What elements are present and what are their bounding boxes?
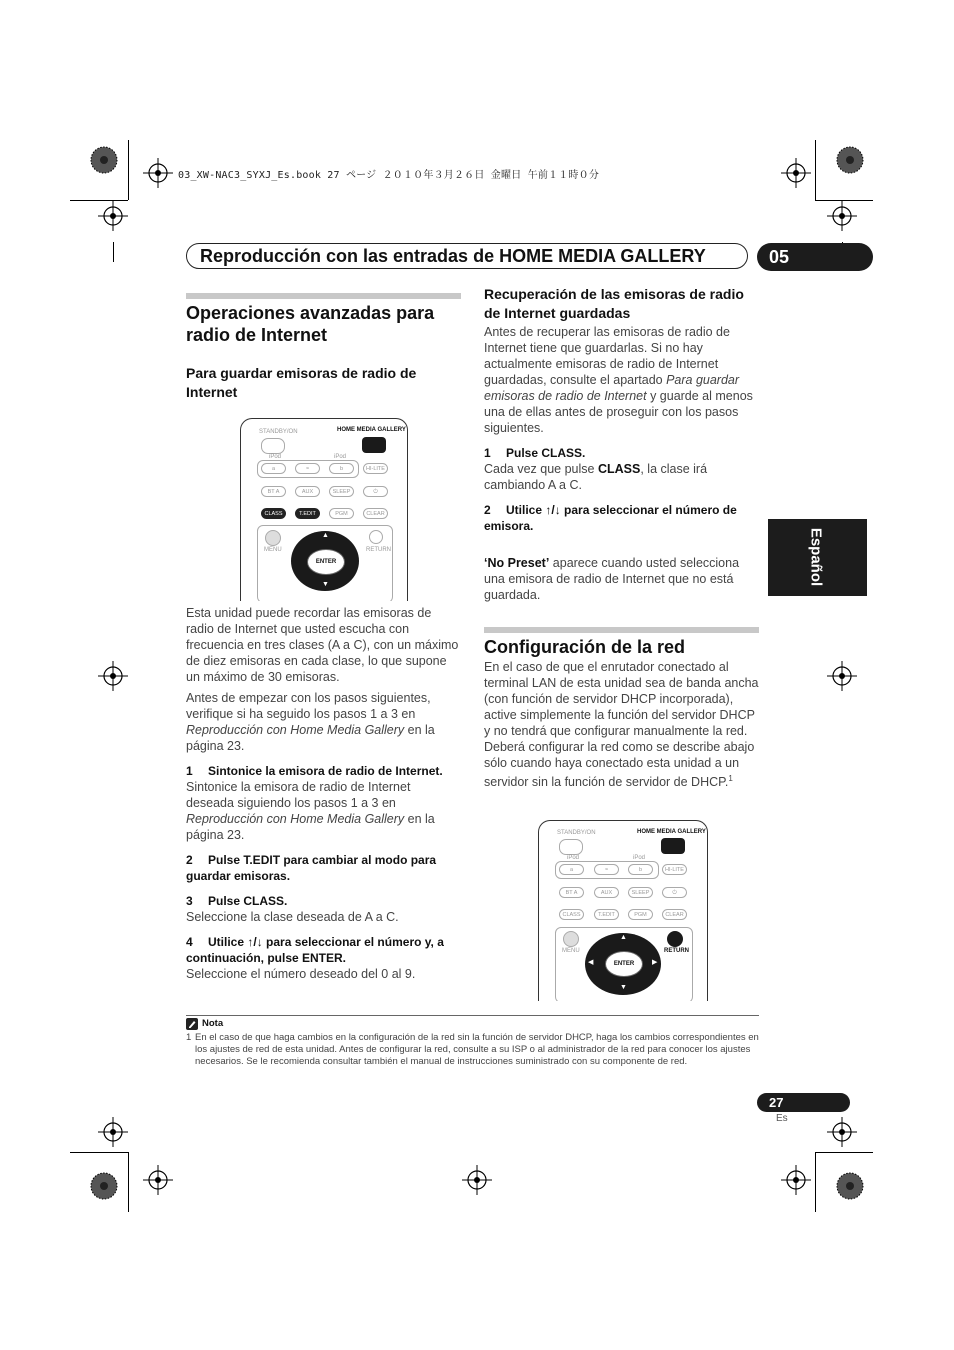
- right-step-2: [484, 502, 759, 534]
- text-run: en la página 23.: [186, 723, 435, 753]
- chapter-title: Reproducción con las entradas de HOME MEDIA GALLERY: [200, 246, 706, 266]
- text-run: Antes de recuperar las emisoras de radio de Internet tiene que guardarlas. Si no hay actualmente emisoras de radio de Internet guardadas, consulte el apartado: [484, 325, 730, 387]
- text-run: y guarde al menos una de ellas antes de proseguir con los pasos siguientes.: [484, 389, 753, 435]
- left-arrow-icon: ◀: [588, 959, 594, 966]
- remote-brand-label: HOME MEDIA GALLERY: [337, 427, 406, 433]
- left-step-3: [186, 893, 461, 925]
- remote-button-hilite: HI-LITE: [363, 463, 388, 474]
- color-target-icon: [836, 146, 864, 174]
- right-arrow-icon: ▶: [652, 959, 658, 966]
- text-run: en la página 23.: [186, 812, 435, 842]
- registration-mark-icon: [98, 661, 128, 691]
- ipod-left-label: iPod: [269, 454, 282, 460]
- remote-standby-label: STANDBY/ON: [557, 830, 596, 836]
- remote-button-a: a: [559, 864, 584, 875]
- remote-button-dimmer: ⏻: [662, 887, 687, 898]
- ipod-left-label: iPod: [567, 855, 580, 861]
- registration-mark-icon: [462, 1165, 492, 1195]
- remote-button-bt-a: BT A: [559, 887, 584, 898]
- color-target-icon: [836, 1172, 864, 1200]
- step-number: 2: [186, 853, 193, 867]
- remote-button-sleep: SLEEP: [628, 887, 653, 898]
- left-paragraph-2: [186, 690, 461, 754]
- remote-button-sleep: SLEEP: [329, 486, 354, 497]
- language-tab-label: Español: [807, 527, 825, 587]
- section-title-network: Configuración de la red: [484, 637, 686, 657]
- remote-button-a: a: [261, 463, 286, 474]
- right-paragraph-1: [484, 324, 759, 436]
- remote-button-class: CLASS: [261, 508, 286, 519]
- remote-button-shuffle: ≈: [295, 463, 320, 474]
- color-target-icon: [90, 1172, 118, 1200]
- text-run: Utilice: [506, 503, 546, 517]
- step-title: Pulse CLASS.: [208, 894, 288, 908]
- left-paragraph-1: Esta unidad puede recordar las emisoras de radio de Internet que usted escucha con frecuencia en tres clases (A a C), con un máximo de diez emisoras en cada clase, lo que supone un máximo de 30 emisoras.: [186, 606, 459, 684]
- footnote-number: 1: [186, 1032, 192, 1043]
- home-media-gallery-button: [661, 838, 685, 854]
- section-rule: [484, 627, 759, 633]
- remote-control-illustration: [538, 820, 708, 1001]
- registration-mark-icon: [827, 201, 857, 231]
- bold-term: CLASS: [597, 462, 641, 476]
- footnote-rule: [186, 1015, 759, 1016]
- registration-mark-icon: [781, 1165, 811, 1195]
- left-step-4: [186, 934, 466, 982]
- italic-reference: Para guardar emisoras de radio de Internet: [484, 373, 740, 403]
- enter-button: ENTER: [605, 951, 643, 977]
- text-run: Sintonice la emisora de radio de Internet deseada siguiendo los pasos 1 a 3 en: [186, 780, 411, 810]
- color-target-icon: [90, 146, 118, 174]
- up-down-arrows-icon: ↑/↓: [247, 935, 263, 949]
- step-number: 2: [484, 503, 491, 517]
- enter-button: ENTER: [307, 549, 345, 575]
- footnote-text: En el caso de que haga cambios en la configuración de la red sin la función de servidor DHCP, haga los cambios correspondientes en los ajustes de red de esta unidad. Antes de configurar la red, consulte a su ISP o al administrador de la red para conocer los ajustes necesarios. Se le recomienda consultar también el manual de instrucciones suministrado con su componente de red.: [195, 1032, 759, 1067]
- step-title: Pulse CLASS.: [506, 446, 586, 460]
- left-step-1: [186, 763, 461, 843]
- subsection-title-recall-stations: Recuperación de las emisoras de radio de Internet guardadas: [484, 286, 744, 321]
- remote-button-clear: CLEAR: [363, 508, 388, 519]
- left-step-2: [186, 852, 461, 884]
- up-arrow-icon: ▲: [620, 934, 627, 941]
- remote-button-tedit: T.EDIT: [295, 508, 320, 519]
- registration-mark-icon: [781, 158, 811, 188]
- right-step-1: [484, 445, 759, 493]
- bold-term: ‘No Preset’: [484, 556, 550, 570]
- remote-button-dimmer: ⏻: [363, 486, 388, 497]
- print-header: 03_XW-NAC3_SYXJ_Es.book 27 ページ ２０１０年３月２６日 金曜日 午前１１時０分: [178, 170, 600, 181]
- italic-reference: Reproducción con Home Media Gallery: [186, 723, 405, 737]
- remote-button-bt-a: BT A: [261, 486, 286, 497]
- no-preset-note: [484, 555, 759, 603]
- down-arrow-icon: ▼: [322, 581, 329, 588]
- remote-button-b: b: [628, 864, 653, 875]
- footnote-reference: 1: [728, 774, 733, 783]
- text-run: para seleccionar el número de emisora.: [484, 503, 737, 533]
- text-run: para seleccionar el número y, a continuación, pulse ENTER.: [186, 935, 444, 965]
- step-number: 3: [186, 894, 193, 908]
- page-number: 27: [757, 1093, 850, 1112]
- menu-button: [265, 530, 281, 546]
- step-title: Pulse T.EDIT para cambiar al modo para guardar emisoras.: [186, 853, 437, 883]
- return-label: RETURN: [366, 547, 391, 553]
- step-number: 1: [484, 446, 491, 460]
- registration-mark-icon: [98, 201, 128, 231]
- menu-label: MENU: [562, 948, 580, 954]
- text-run: Antes de empezar con los pasos siguientes, verifique si ha seguido los pasos 1 a 3 en: [186, 691, 431, 721]
- standby-button: [261, 438, 285, 454]
- menu-button: [563, 931, 579, 947]
- section-rule: [186, 293, 461, 299]
- registration-mark-icon: [827, 1117, 857, 1147]
- remote-button-pgm: PGM: [628, 909, 653, 920]
- return-label: RETURN: [664, 948, 689, 954]
- remote-button-b: b: [329, 463, 354, 474]
- remote-brand-label: HOME MEDIA GALLERY: [637, 829, 706, 835]
- down-arrow-icon: ▼: [620, 984, 627, 991]
- section-title-internet-radio: Operaciones avanzadas para radio de Internet: [186, 303, 435, 345]
- step-body: Seleccione el número deseado del 0 al 9.: [186, 967, 416, 981]
- up-arrow-icon: ▲: [322, 532, 329, 539]
- remote-button-clear: CLEAR: [662, 909, 687, 920]
- step-number: 4: [186, 935, 193, 949]
- remote-button-aux: AUX: [295, 486, 320, 497]
- registration-mark-icon: [98, 1117, 128, 1147]
- step-title: Sintonice la emisora de radio de Internet.: [208, 764, 443, 778]
- footnote-block: [186, 1018, 759, 1068]
- ipod-right-label: iPod: [334, 454, 347, 460]
- registration-mark-icon: [827, 661, 857, 691]
- remote-button-class: CLASS: [559, 909, 584, 920]
- text-run: aparece cuando usted selecciona una emisora de radio de Internet que no está guardada.: [484, 556, 740, 602]
- return-button: [369, 530, 383, 544]
- registration-mark-icon: [143, 158, 173, 188]
- remote-button-shuffle: ≈: [594, 864, 619, 875]
- note-pencil-icon: [186, 1018, 198, 1030]
- subsection-title-save-stations: Para guardar emisoras de radio de Internet: [186, 365, 417, 400]
- up-down-arrows-icon: ↑/↓: [545, 503, 561, 517]
- remote-button-tedit: T.EDIT: [594, 909, 619, 920]
- remote-standby-label: STANDBY/ON: [259, 429, 298, 435]
- remote-button-pgm: PGM: [329, 508, 354, 519]
- page-language-code: Es: [776, 1113, 788, 1124]
- remote-button-aux: AUX: [594, 887, 619, 898]
- registration-mark-icon: [143, 1165, 173, 1195]
- remote-button-hilite: HI-LITE: [662, 864, 687, 875]
- step-body: Seleccione la clase deseada de A a C.: [186, 910, 399, 924]
- text-run: En el caso de que el enrutador conectado al terminal LAN de esta unidad sea de banda ancha (con función de servidor DHCP incorporada), active simplemente la función del servidor DHCP y no tendrá que configurar manualmente la red. Deberá configurar la red como se describe abajo sólo cuando haya conectado esta unidad a un servidor sin la función de servidor de DHCP.: [484, 660, 759, 790]
- right-paragraph-2: [484, 659, 759, 790]
- text-run: Utilice: [208, 935, 248, 949]
- language-tab: [768, 519, 867, 596]
- menu-label: MENU: [264, 547, 282, 553]
- ipod-right-label: iPod: [633, 855, 646, 861]
- italic-reference: Reproducción con Home Media Gallery: [186, 812, 405, 826]
- home-media-gallery-button: [362, 437, 386, 453]
- footnote-label: Nota: [202, 1018, 224, 1029]
- text-run: , la clase irá cambiando A a C.: [484, 462, 708, 492]
- text-run: Cada vez que pulse: [484, 462, 598, 476]
- chapter-number: 05: [757, 243, 873, 271]
- remote-control-illustration: [240, 418, 408, 601]
- standby-button: [559, 839, 583, 855]
- step-number: 1: [186, 764, 193, 778]
- return-button: [667, 931, 683, 947]
